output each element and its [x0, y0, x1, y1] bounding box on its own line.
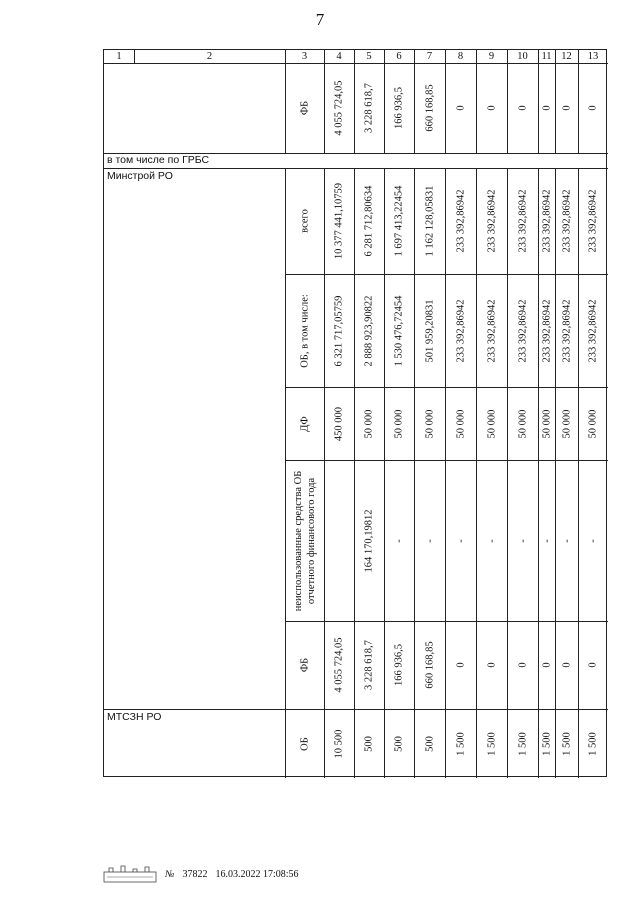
top-fb-value: [578, 63, 608, 153]
ms-unused-value-text: -: [587, 538, 599, 543]
ms-ob-value-text: 233 392,86942: [540, 299, 552, 362]
ms-ob-value: [324, 274, 354, 387]
ms-total-value-text: 6 281 712,80634: [363, 185, 375, 257]
mt-ob-value-text: 500: [423, 735, 435, 752]
mt-ob-value: [445, 709, 476, 778]
ms-df-value: [507, 387, 538, 460]
org-minstroy: Минстрой РО: [107, 170, 173, 182]
ms-unused-value-text: 164 170,19812: [363, 509, 375, 572]
top-fb-value: [384, 63, 414, 153]
ms-fb-value: [578, 621, 608, 709]
ms-unused-value: [578, 460, 608, 621]
ms-fb-value: [445, 621, 476, 709]
column-header-13: 13: [587, 51, 599, 62]
ms-unused-value: [538, 460, 555, 621]
ms-df-value-text: 50 000: [516, 409, 528, 438]
ms-unused-value: [555, 460, 578, 621]
ms-df-value-text: 50 000: [560, 409, 572, 438]
doc-timestamp: 16.03.2022 17:08:56: [215, 868, 299, 880]
ms-df-value-text: 50 000: [393, 409, 405, 438]
ms-total-value: [578, 168, 608, 274]
top-fb-label-cell: [285, 63, 324, 153]
ms-ob-value-text: 233 392,86942: [516, 299, 528, 362]
column-header-10: 10: [517, 51, 528, 62]
ms-df-label-cell: [285, 387, 324, 460]
mt-ob-value-text: 1 500: [485, 731, 497, 756]
ms-total-value-text: 233 392,86942: [516, 189, 528, 253]
ms-df-value-text: 50 000: [485, 409, 497, 438]
grbs-label: в том числе по ГРБС: [107, 154, 210, 166]
ms-total-value: [445, 168, 476, 274]
ms-fb-value: [324, 621, 354, 709]
ms-ob-value: [384, 274, 414, 387]
ms-fb-value-text: 4 055 724,05: [333, 637, 345, 693]
top-fb-value: [354, 63, 384, 153]
top-fb-value: [507, 63, 538, 153]
page-number: 7: [315, 10, 325, 29]
column-header-6: 6: [396, 51, 402, 62]
ms-ob-value: [555, 274, 578, 387]
ms-ob-value: [578, 274, 608, 387]
mt-ob-value: [324, 709, 354, 778]
ms-df-value: [476, 387, 507, 460]
ms-total-value: [476, 168, 507, 274]
ms-ob-value-text: 233 392,86942: [587, 299, 599, 362]
ms-df-value: [538, 387, 555, 460]
top-fb-value-text: 660 168,85: [423, 84, 435, 132]
ms-unused-value: [414, 460, 445, 621]
ms-fb-value-text: 660 168,85: [423, 641, 435, 689]
ms-fb-value: [555, 621, 578, 709]
ms-df-value-text: 50 000: [587, 409, 599, 438]
ms-fb-label: ФБ: [298, 657, 310, 673]
mt-ob-value-text: 1 500: [587, 731, 599, 756]
ms-fb-value: [507, 621, 538, 709]
ms-df-value-text: 50 000: [423, 409, 435, 438]
ms-df-value: [324, 387, 354, 460]
ms-ob-value: [414, 274, 445, 387]
top-fb-value-text: 3 228 618,7: [363, 83, 375, 133]
ms-unused-value: [354, 460, 384, 621]
ms-total-value-text: 1 162 128,05831: [423, 185, 435, 257]
top-fb-value-text: 166 936,5: [393, 87, 405, 129]
ms-df-value: [384, 387, 414, 460]
ms-unused-value-text: -: [454, 538, 466, 543]
ms-fb-value-text: 0: [540, 662, 552, 668]
ms-ob-value: [538, 274, 555, 387]
ms-fb-value-text: 0: [516, 662, 528, 668]
mt-ob-value-text: 1 500: [560, 731, 572, 756]
top-fb-value-text: 0: [587, 105, 599, 111]
ms-df-value-text: 50 000: [540, 409, 552, 438]
ms-total-label-cell: [285, 168, 324, 274]
doc-number: 37822: [182, 868, 208, 880]
ms-unused-value-text: -: [540, 538, 552, 543]
top-fb-value-text: 0: [516, 105, 528, 111]
ms-df-value: [555, 387, 578, 460]
registry-stamp-icon: [103, 864, 157, 884]
document-footer: [103, 864, 299, 884]
ms-ob-value-text: 233 392,86942: [454, 299, 466, 362]
ms-total-value: [414, 168, 445, 274]
top-fb-value: [414, 63, 445, 153]
mt-ob-value-text: 10 500: [333, 729, 345, 758]
column-header-4: 4: [336, 51, 342, 62]
ms-total-value-text: 1 697 413,22454: [393, 185, 405, 257]
ms-total-value: [384, 168, 414, 274]
ms-ob-label-cell: [285, 274, 324, 387]
ms-df-value: [578, 387, 608, 460]
ms-total-value-text: 10 377 441,10759: [333, 182, 345, 260]
ms-unused-value: [507, 460, 538, 621]
ms-ob-value-text: 233 392,86942: [560, 299, 572, 362]
mt-ob-label: ОБ: [298, 736, 310, 751]
ms-ob-label: ОБ, в том числе:: [298, 293, 310, 368]
column-header-3: 3: [301, 51, 308, 62]
ms-unused-label: неиспользованные средства ОБ отчетного финансового года: [292, 470, 317, 611]
ms-fb-value-text: 3 228 618,7: [363, 640, 375, 690]
ms-unused-value: [445, 460, 476, 621]
top-fb-value: [538, 63, 555, 153]
ms-ob-value-text: 2 888 923,90822: [363, 295, 375, 366]
ms-total-value-text: 233 392,86942: [560, 189, 572, 253]
ms-fb-value: [476, 621, 507, 709]
ms-ob-value-text: 1 530 476,72454: [393, 295, 405, 366]
ms-df-label: ДФ: [298, 415, 310, 432]
ms-ob-value: [445, 274, 476, 387]
mt-ob-value: [538, 709, 555, 778]
ms-fb-value: [354, 621, 384, 709]
org-mtszn: МТСЗН РО: [107, 711, 162, 723]
column-header-5: 5: [366, 51, 372, 62]
ms-fb-value-text: 0: [485, 662, 497, 668]
ms-ob-value: [354, 274, 384, 387]
top-fb-value: [324, 63, 354, 153]
top-fb-value-text: 4 055 724,05: [333, 80, 345, 136]
column-header-11: 11: [541, 51, 552, 62]
top-fb-value-text: 0: [540, 105, 552, 111]
mt-ob-value-text: 1 500: [516, 731, 528, 756]
ms-fb-value-text: 0: [587, 662, 599, 668]
ms-fb-value: [384, 621, 414, 709]
ms-unused-value: [384, 460, 414, 621]
ms-fb-value: [414, 621, 445, 709]
ms-df-value: [414, 387, 445, 460]
ms-unused-value-text: -: [516, 538, 528, 543]
ms-total-value: [354, 168, 384, 274]
mt-ob-value: [578, 709, 608, 778]
top-fb-value: [476, 63, 507, 153]
top-fb-value: [445, 63, 476, 153]
mt-ob-value-text: 1 500: [454, 731, 466, 756]
doc-number-prefix: №: [165, 868, 175, 880]
mt-ob-value: [384, 709, 414, 778]
mt-ob-value: [354, 709, 384, 778]
mt-ob-value-text: 500: [363, 735, 375, 752]
ms-ob-value: [507, 274, 538, 387]
ms-total-value-text: 233 392,86942: [587, 189, 599, 253]
ms-unused-label-cell: [285, 460, 324, 621]
ms-fb-value-text: 166 936,5: [393, 644, 405, 686]
ms-total-value: [538, 168, 555, 274]
ms-df-value-text: 50 000: [454, 409, 466, 438]
ms-unused-value: [324, 460, 354, 621]
ms-unused-value-text: -: [393, 538, 405, 543]
ms-ob-value-text: 6 321 717,05759: [333, 295, 345, 366]
column-header-12: 12: [561, 51, 572, 62]
top-fb-value-text: 0: [560, 105, 572, 111]
ms-df-value-text: 450 000: [333, 406, 345, 441]
column-header-1: 1: [116, 51, 122, 62]
ms-unused-value-text: -: [560, 538, 572, 543]
ms-df-value-text: 50 000: [363, 409, 375, 438]
ms-unused-value-text: -: [423, 538, 435, 543]
ms-total-value: [324, 168, 354, 274]
mt-ob-value: [507, 709, 538, 778]
mt-ob-value: [414, 709, 445, 778]
mt-ob-value: [555, 709, 578, 778]
ms-total-label: всего: [298, 209, 310, 233]
ms-ob-value: [476, 274, 507, 387]
ms-ob-value-text: 501 959,20831: [423, 299, 435, 362]
top-fb-value-text: 0: [485, 105, 497, 111]
column-header-2: 2: [206, 51, 213, 62]
top-fb-value-text: 0: [454, 105, 466, 111]
ms-unused-value-text: -: [485, 538, 497, 543]
mt-ob-value-text: 500: [393, 735, 405, 752]
top-fb-label: ФБ: [298, 100, 310, 116]
ms-fb-value: [538, 621, 555, 709]
ms-total-value: [507, 168, 538, 274]
ms-fb-label-cell: [285, 621, 324, 709]
ms-df-value: [445, 387, 476, 460]
column-header-8: 8: [457, 51, 464, 62]
top-fb-value: [555, 63, 578, 153]
mt-ob-label-cell: [285, 709, 324, 778]
column-header-7: 7: [426, 51, 433, 62]
ms-ob-value-text: 233 392,86942: [485, 299, 497, 362]
budget-table: [103, 49, 607, 777]
ms-total-value-text: 233 392,86942: [540, 189, 552, 253]
ms-df-value: [354, 387, 384, 460]
ms-total-value: [555, 168, 578, 274]
ms-total-value-text: 233 392,86942: [485, 189, 497, 253]
ms-fb-value-text: 0: [560, 662, 572, 668]
mt-ob-value-text: 1 500: [540, 731, 552, 756]
column-header-9: 9: [488, 51, 495, 62]
ms-total-value-text: 233 392,86942: [454, 189, 466, 253]
ms-unused-value: [476, 460, 507, 621]
mt-ob-value: [476, 709, 507, 778]
ms-fb-value-text: 0: [454, 662, 466, 668]
